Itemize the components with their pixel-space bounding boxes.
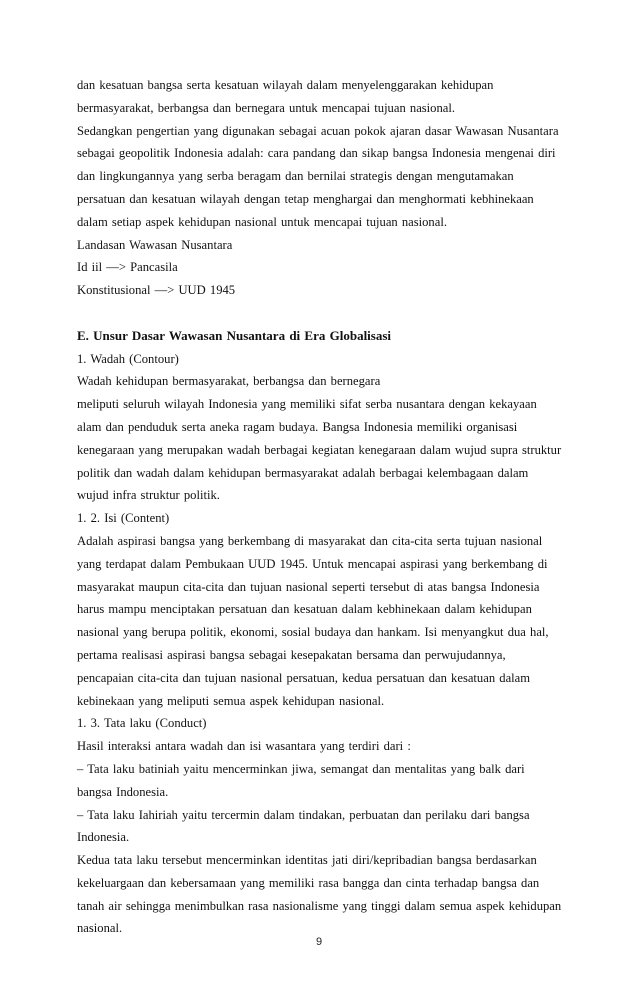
section-heading: E. Unsur Dasar Wawasan Nusantara di Era Globalisasi	[77, 327, 392, 343]
landasan-heading: Landasan Wawasan Nusantara	[77, 237, 233, 252]
body-line: meliputi seluruh wilayah Indonesia yang memiliki sifat serba nusantara dengan kekayaan	[77, 397, 537, 412]
subsection-heading-tata-laku: 1. 3. Tata laku (Conduct)	[77, 716, 207, 731]
body-line: dan lingkungannya yang serba beragam dan bernilai strategis dengan mengutamakan	[77, 169, 514, 184]
body-line: dalam setiap aspek kehidupan nasional untuk mencapai tujuan nasional.	[77, 214, 447, 229]
body-line: sebagai geopolitik Indonesia adalah: cara pandang dan sikap bangsa Indonesia mengenai diri	[77, 146, 556, 161]
body-line: harus mampu menciptakan persatuan dan kesatuan dalam kebhinekaan dalam kehidupan	[77, 602, 532, 617]
body-line: kebinekaan yang meliputi semua aspek kehidupan nasional.	[77, 693, 385, 708]
body-line: bangsa Indonesia.	[77, 784, 169, 799]
body-line: kenegaraan yang merupakan wadah berbagai kegiatan kenegaraan dalam wujud supra struktur	[77, 442, 562, 457]
body-line: yang terdapat dalam Pembukaan UUD 1945. Untuk mencapai aspirasi yang berkembang di	[77, 556, 548, 571]
body-line: politik dan wadah dalam kehidupan bermasyarakat adalah berbagai kelembagaan dalam	[77, 465, 529, 480]
body-line: nasional.	[77, 921, 123, 936]
body-line: kekeluargaan dan kebersamaan yang memiliki rasa bangga dan cinta terhadap bangsa dan	[77, 875, 540, 890]
body-line: nasional yang berupa politik, ekonomi, sosial budaya dan hankam. Isi menyangkut dua hal,	[77, 625, 549, 640]
landasan-konstitusional: Konstitusional —> UUD 1945	[77, 283, 236, 298]
body-line: Adalah aspirasi bangsa yang berkembang di masyarakat dan cita-cita serta tujuan nasional	[77, 533, 543, 548]
body-line: masyarakat maupun cita-cita dan tujuan nasional seperti tersebut di atas bangsa Indonesia	[77, 579, 540, 594]
body-line: Hasil interaksi antara wadah dan isi wasantara yang terdiri dari :	[77, 739, 411, 754]
landasan-ideal: Id iil —> Pancasila	[77, 260, 178, 275]
body-line: persatuan dan kesatuan wilayah dengan tetap menghargai dan menghormati kebhinekaan	[77, 191, 534, 206]
body-line: dan kesatuan bangsa serta kesatuan wilayah dalam menyelenggarakan kehidupan	[77, 78, 494, 92]
subsection-heading-wadah: 1. Wadah (Contour)	[77, 351, 179, 366]
body-line: pencapaian cita-cita dan tujuan nasional persatuan, kedua persatuan dan kesatuan dalam	[77, 670, 531, 685]
body-line: Kedua tata laku tersebut mencerminkan identitas jati diri/kepribadian bangsa berdasarkan	[77, 853, 537, 868]
body-line: wujud infra struktur politik.	[77, 488, 220, 503]
body-line: Indonesia.	[77, 830, 130, 845]
subsection-heading-isi: 1. 2. Isi (Content)	[77, 511, 170, 526]
page-body	[77, 74, 562, 940]
list-item: – Tata laku Iahiriah yaitu tercermin dalam tindakan, perbuatan dan perilaku dari bangsa	[77, 807, 530, 822]
list-item: – Tata laku batiniah yaitu mencerminkan jiwa, semangat dan mentalitas yang balk dari	[77, 761, 525, 776]
paragraph-gap	[77, 302, 547, 325]
body-line: pertama realisasi aspirasi bangsa sebagai kesepakatan bersama dan perwujudannya,	[77, 647, 506, 662]
body-line: bermasyarakat, berbangsa dan bernegara untuk mencapai tujuan nasional.	[77, 100, 456, 115]
body-line: tanah air sehingga menimbulkan rasa nasionalisme yang tinggi dalam semua aspek kehidupan	[77, 898, 562, 913]
body-line: alam dan penduduk serta aneka ragam budaya. Bangsa Indonesia memiliki organisasi	[77, 419, 518, 434]
page-number: 9	[315, 936, 323, 948]
body-line: Wadah kehidupan bermasyarakat, berbangsa dan bernegara	[77, 374, 381, 389]
body-line: Sedangkan pengertian yang digunakan sebagai acuan pokok ajaran dasar Wawasan Nusantara	[77, 123, 559, 138]
